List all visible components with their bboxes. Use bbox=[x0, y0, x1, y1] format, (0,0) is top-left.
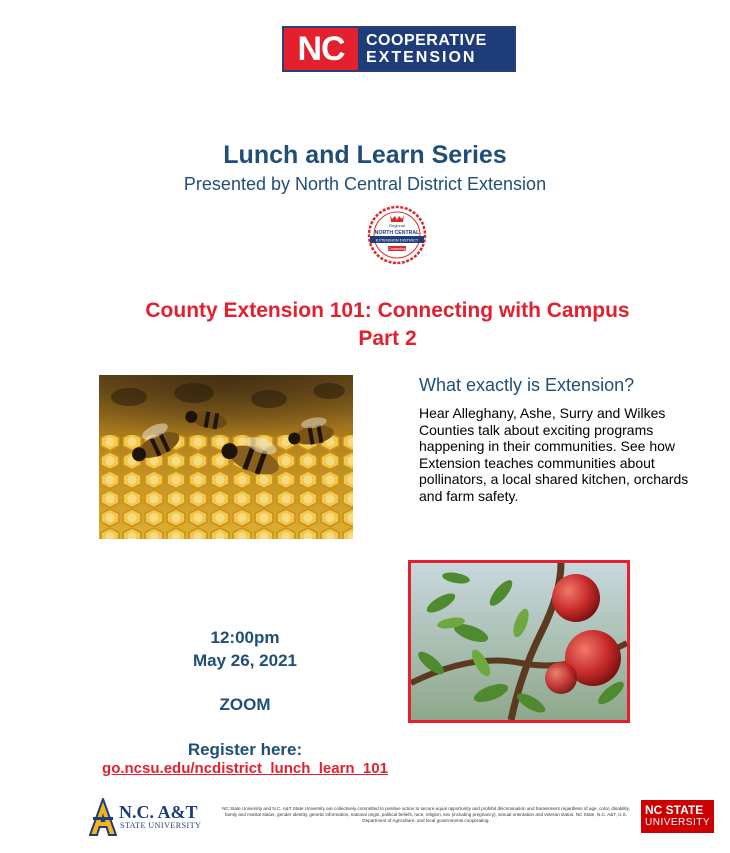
description-heading: What exactly is Extension? bbox=[419, 375, 635, 395]
ncstate-line-2: UNIVERSITY bbox=[645, 817, 711, 828]
description-body: Hear Alleghany, Ashe, Surry and Wilkes Counties talk about exciting programs happening in their communities. See how Extension teaches communities about pollinators, a local shared kitchen, orchards and farm safety. bbox=[419, 405, 689, 504]
event-date: May 26, 2021 bbox=[193, 651, 297, 670]
ncat-name: N.C. A&T bbox=[119, 802, 198, 822]
north-central-seal-icon bbox=[364, 205, 430, 265]
nc-cooperative-extension-logo bbox=[282, 26, 516, 72]
page-title: Lunch and Learn Series bbox=[223, 141, 507, 169]
seal-band-text: EXTENSION DISTRICT bbox=[375, 237, 419, 243]
logo-wordmark bbox=[358, 28, 514, 70]
event-location: ZOOM bbox=[219, 695, 271, 714]
logo-nc-mark: NC bbox=[284, 28, 358, 70]
ncat-subtitle: STATE UNIVERSITY bbox=[120, 821, 202, 830]
logo-line-2: EXTENSION bbox=[366, 49, 477, 66]
register-link[interactable]: go.ncsu.edu/ncdistrict_lunch_learn_101 bbox=[102, 760, 388, 777]
footer-disclaimer: NC State University and N.C. A&T State University are collectively committed to positive action to secure equal opportunity and prohibit discrimination and harassment regardless of age, color, disability, family and marital status, gender identity, genetic information, national origin, political beliefs, race, religion, sex (including pregnancy), sexual orientation and veteran status. NC State, N.C. A&T, U.S. Department of Agriculture, and local governments cooperating. bbox=[222, 806, 630, 823]
apples-on-branch-photo bbox=[408, 560, 630, 723]
bees-honeycomb-photo bbox=[99, 375, 353, 539]
nc-state-logo bbox=[641, 800, 714, 833]
nc-at-logo bbox=[89, 798, 209, 838]
event-title-line-2: Part 2 bbox=[358, 327, 417, 350]
aggie-a-icon bbox=[89, 798, 117, 836]
page-subtitle: Presented by North Central District Extension bbox=[183, 174, 547, 194]
ncstate-line-1: NC STATE bbox=[645, 803, 704, 817]
seal-top-text: Regional bbox=[389, 223, 405, 228]
logo-line-1: COOPERATIVE bbox=[366, 32, 487, 49]
event-title-line-1: County Extension 101: Connecting with Campus bbox=[145, 299, 630, 322]
seal-bottom-text: Connecting bbox=[388, 247, 406, 251]
register-label: Register here: bbox=[187, 740, 303, 759]
event-time: 12:00pm bbox=[210, 628, 280, 647]
seal-main-text: NORTH CENTRAL bbox=[374, 230, 420, 236]
